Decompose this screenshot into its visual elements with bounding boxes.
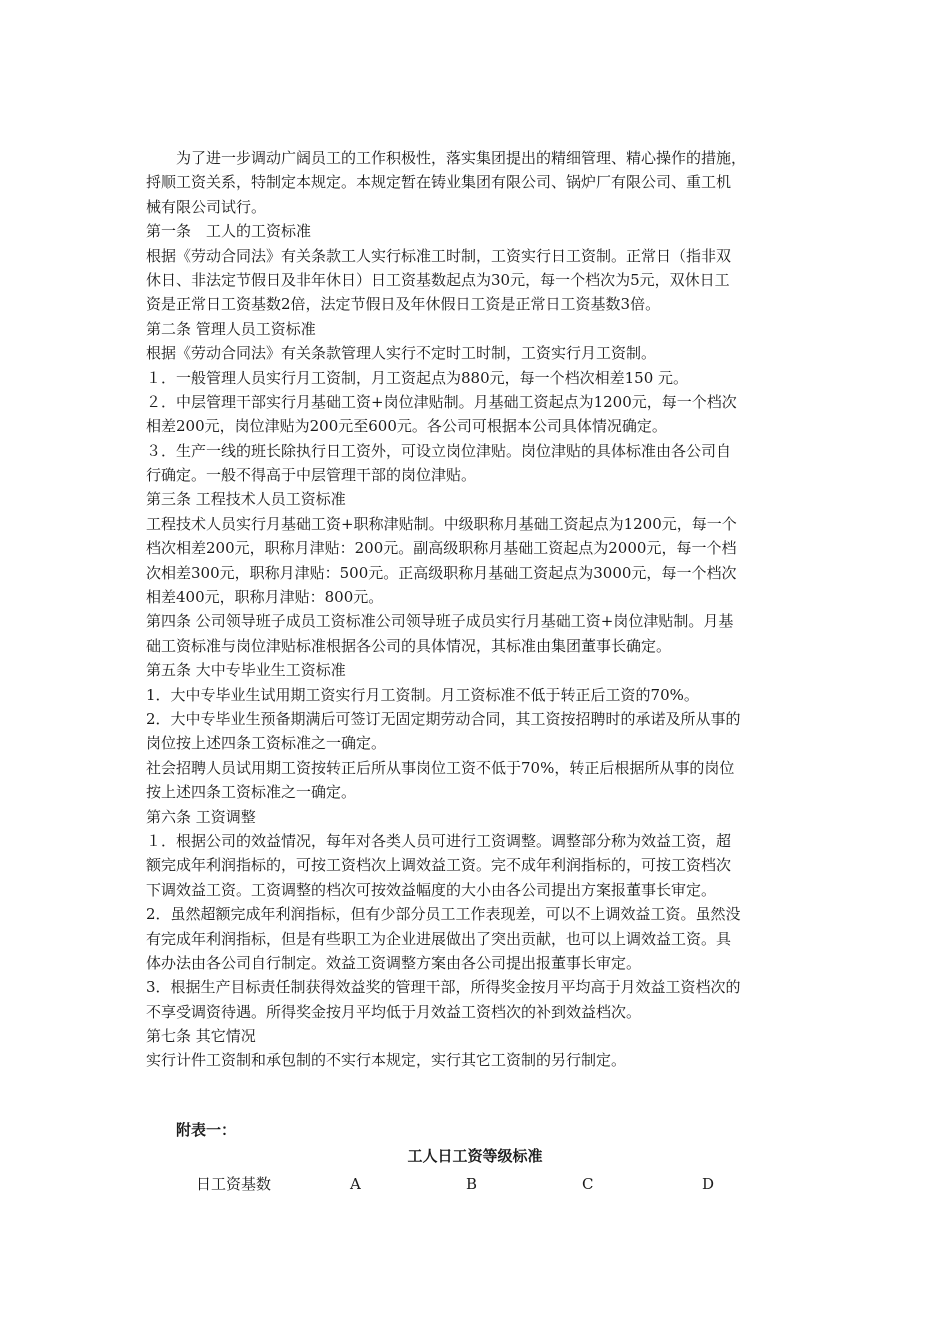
table-header-cell: D [702, 1175, 715, 1193]
table-header-cell: C [582, 1175, 594, 1193]
paragraph-line: 有完成年利润指标，但是有些职工为企业进展做出了突出贡献，也可以上调效益工资。具 [146, 929, 732, 948]
paragraph-line: １．一般管理人员实行月工资制，月工资起点为880元，每一个档次相差150 元。 [146, 368, 689, 387]
paragraph-line: 下调效益工资。工资调整的档次可按效益幅度的大小由各公司提出方案报董事长审定。 [146, 880, 717, 899]
article-heading: 第二条 管理人员工资标准 [146, 319, 316, 338]
paragraph-line: 休日、非法定节假日及非年休日）日工资基数起点为30元，每一个档次为5元，双休日工 [146, 270, 730, 289]
article-heading: 第一条 工人的工资标准 [146, 222, 312, 241]
paragraph-line: 2．大中专毕业生预备期满后可签订无固定期劳动合同，其工资按招聘时的承诺及所从事的 [146, 709, 741, 728]
paragraph-line: 相差400元，职称月津贴：800元。 [146, 588, 384, 607]
paragraph-line: 资是正常日工资基数2倍，法定节假日及年休假日工资是正常日工资基数3倍。 [146, 295, 661, 314]
paragraph-line: 岗位按上述四条工资标准之一确定。 [146, 734, 387, 753]
article-heading: 第五条 大中专毕业生工资标准 [146, 661, 346, 680]
article-heading: 第四条 公司领导班子成员工资标准公司领导班子成员实行月基础工资+岗位津贴制。月基 [146, 612, 734, 631]
paragraph-line: 不享受调资待遇。所得奖金按月平均低于月效益工资档次的补到效益档次。 [146, 1002, 642, 1021]
table-header-cell: 日工资基数 [196, 1175, 272, 1193]
paragraph-line: 实行计件工资制和承包制的不实行本规定，实行其它工资制的另行制定。 [146, 1051, 627, 1070]
paragraph-line: ２．中层管理干部实行月基础工资+岗位津贴制。月基础工资起点为1200元，每一个档次 [146, 392, 737, 411]
paragraph-line: 额完成年利润指标的，可按工资档次上调效益工资。完不成年利润指标的，可按工资档次 [146, 856, 732, 875]
paragraph-line: 捋顺工资关系，特制定本规定。本规定暂在铸业集团有限公司、锅炉厂有限公司、重工机 [146, 173, 732, 192]
table-header-cell: B [466, 1175, 478, 1193]
paragraph-line: 3．根据生产目标责任制获得效益奖的管理干部，所得奖金按月平均高于月效益工资档次的 [146, 978, 741, 997]
paragraph-line: 档次相差200元，职称月津贴：200元。副高级职称月基础工资起点为2000元，每一个档 [146, 539, 737, 558]
paragraph-line: 次相差300元，职称月津贴：500元。正高级职称月基础工资起点为3000元，每一个档次 [146, 563, 737, 582]
paragraph-line: 社会招聘人员试用期工资按转正后所从事岗位工资不低于70%，转正后根据所从事的岗位 [146, 758, 735, 777]
paragraph-line: １．根据公司的效益情况，每年对各类人员可进行工资调整。调整部分称为效益工资，超 [146, 831, 732, 850]
paragraph-line: 体办法由各公司自行制定。效益工资调整方案由各公司提出报董事长审定。 [146, 953, 642, 972]
paragraph-line: 相差200元，岗位津贴为200元至600元。各公司可根据本公司具体情况确定。 [146, 417, 667, 436]
paragraph-line: 1．大中专毕业生试用期工资实行月工资制。月工资标准不低于转正后工资的70%。 [146, 685, 699, 704]
paragraph-line: 工程技术人员实行月基础工资+职称津贴制。中级职称月基础工资起点为1200元，每一个 [146, 514, 737, 533]
paragraph-line: ３．生产一线的班长除执行日工资外，可设立岗位津贴。岗位津贴的具体标准由各公司自 [146, 441, 732, 460]
paragraph-line: 行确定。一般不得高于中层管理干部的岗位津贴。 [146, 466, 477, 485]
article-heading: 第六条 工资调整 [146, 807, 256, 826]
paragraph-line: 根据《劳动合同法》有关条款工人实行标准工时制，工资实行日工资制。正常日（指非双 [146, 246, 732, 265]
table-title: 工人日工资等级标准 [407, 1147, 543, 1165]
paragraph-line: 为了进一步调动广阔员工的工作积极性，落实集团提出的精细管理、精心操作的措施， [176, 149, 747, 167]
article-heading: 第七条 其它情况 [146, 1027, 256, 1046]
paragraph-line: 按上述四条工资标准之一确定。 [146, 783, 357, 802]
paragraph-line: 械有限公司试行。 [146, 197, 267, 216]
table-header-cell: A [350, 1175, 361, 1193]
appendix-label: 附表一： [176, 1121, 237, 1139]
article-heading: 第三条 工程技术人员工资标准 [146, 490, 346, 509]
paragraph-line: 础工资标准与岗位津贴标准根据各公司的具体情况，其标准由集团董事长确定。 [146, 636, 672, 655]
paragraph-line: 根据《劳动合同法》有关条款管理人实行不定时工时制，工资实行月工资制。 [146, 344, 657, 363]
paragraph-line: 2．虽然超额完成年利润指标，但有少部分员工工作表现差，可以不上调效益工资。虽然没 [146, 905, 741, 924]
body-text [146, 146, 810, 1073]
